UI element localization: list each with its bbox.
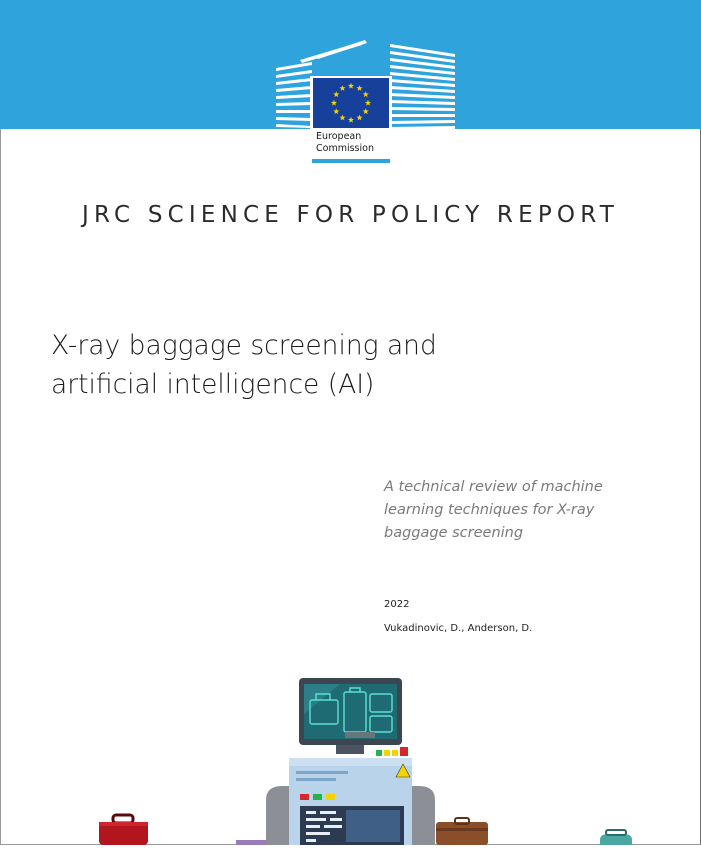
report-subtitle bbox=[384, 476, 654, 545]
organisation-name-line1: European bbox=[316, 131, 362, 142]
report-subtitle-line1: A technical review of machine bbox=[384, 479, 603, 495]
monitor-icon bbox=[299, 678, 402, 745]
european-commission-logo bbox=[0, 0, 701, 170]
report-subtitle-line3: baggage screening bbox=[384, 525, 524, 541]
report-title bbox=[51, 326, 651, 404]
authors: Vukadinovic, D., Anderson, D. bbox=[384, 623, 533, 634]
report-title-line2: artificial intelligence (AI) bbox=[51, 369, 375, 400]
publication-year: 2022 bbox=[384, 599, 410, 610]
report-title-line1: X-ray baggage screening and bbox=[51, 330, 437, 361]
organisation-name-line2: Commission bbox=[316, 143, 374, 154]
series-title: JRC SCIENCE FOR POLICY REPORT bbox=[82, 202, 619, 228]
xray-scanner-illustration bbox=[0, 670, 701, 845]
organisation-name bbox=[316, 131, 374, 155]
logo-underline bbox=[312, 159, 390, 163]
report-subtitle-line2: learning techniques for X-ray bbox=[384, 502, 595, 518]
suitcase-icon bbox=[99, 815, 148, 845]
